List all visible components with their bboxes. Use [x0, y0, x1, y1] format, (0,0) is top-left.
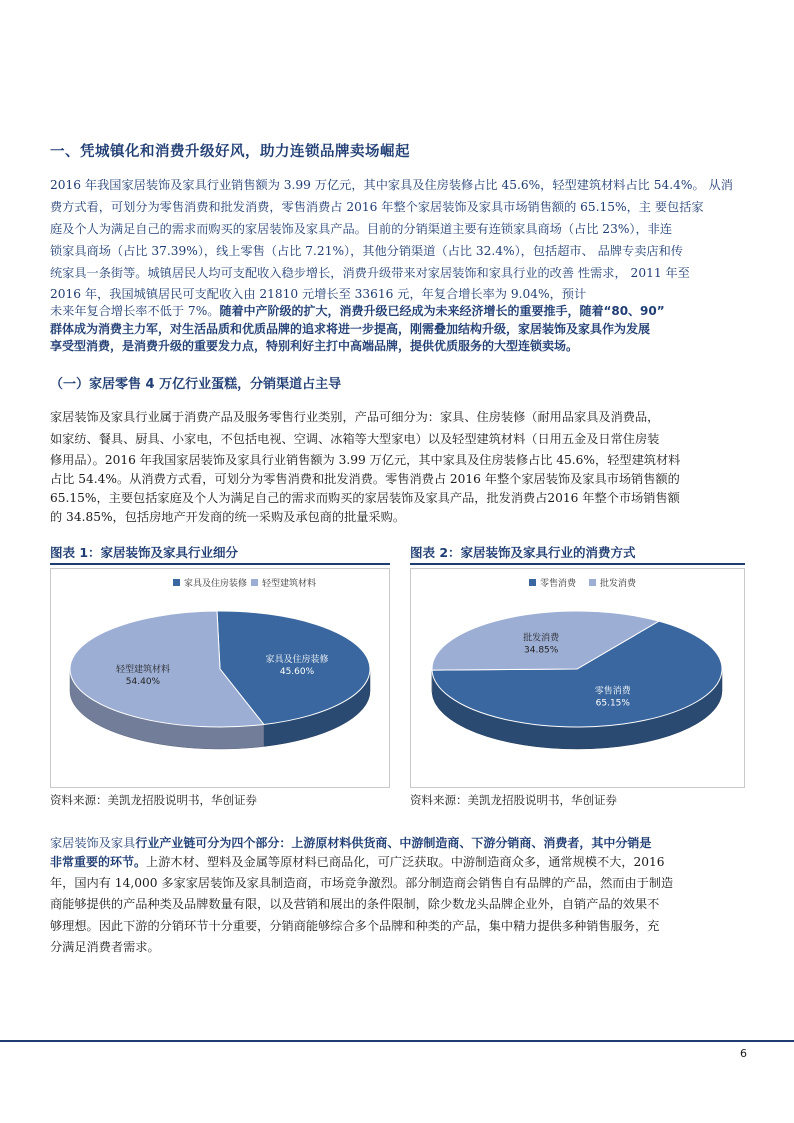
- pie1-legend-swatch-1: [251, 579, 258, 586]
- pie1-slice-value-1: 54.40%: [125, 676, 161, 687]
- pie2-slice-value-1: 34.85%: [524, 645, 559, 656]
- s2-line-3: 修用品）。2016 年我国家居装饰及家具行业销售额为 3.99 万亿元，其中家具及住房装修占比 45.6%，轻型建筑材料: [50, 453, 681, 467]
- s2-line-2: 如家纺、餐具、厨具、小家电，不包括电视、空调、冰箱等大型家电）以及轻型建筑材料（日用五金及日常住房装: [50, 432, 660, 446]
- s1-line-7-plain: 未来年复合增长率不低于 7%。: [50, 304, 220, 318]
- pie2-slice-category-0: 零售消费: [594, 686, 631, 697]
- s3-line-2-plain: 上游木材、塑料及金属等原材料已商品化，可广泛获取。中游制造商众多，通常规模不大，2016: [146, 855, 665, 869]
- pie1-slice-value-0: 45.60%: [279, 667, 315, 678]
- s3-line-1-plain: 家居装饰及家具: [50, 836, 136, 850]
- pie1-legend-label-1: 轻型建筑材料: [262, 579, 317, 589]
- s1-bold-line-1: 群体成为消费主力军，对生活品质和优质品牌的追求将进一步提高，刚需叠加结构升级，家居装饰及家具作为发展: [50, 322, 651, 336]
- s3-line-1: [50, 834, 651, 851]
- section-1-heading: 一、凭城镇化和消费升级好风，助力连锁品牌卖场崛起: [50, 144, 410, 160]
- figure-2-rule: [410, 563, 745, 565]
- s2-line-5: 65.15%，主要包括家庭及个人为满足自己的需求而购买的家居装饰及家具产品，批发消费占2016 年整个市场销售额: [50, 491, 680, 505]
- s3-line-6: 分满足消费者需求。: [50, 940, 160, 954]
- s3-line-3: 年，国内有 14,000 多家家居装饰及家具制造商，市场竞争激烈。部分制造商会销售自有品牌的产品，然而由于制造: [50, 876, 674, 890]
- pie2-legend-swatch-1: [589, 579, 596, 586]
- s3-line-2-bold: 非常重要的环节。: [50, 855, 147, 869]
- s2-line-6: 的 34.85%，包括房地产开发商的统一采购及承包商的批量采购。: [50, 510, 406, 524]
- s2-line-4: 占比 54.4%。从消费方式看，可划分为零售消费和批发消费。零售消费占 2016 年整个家居装饰及家具市场销售额的: [50, 472, 680, 486]
- section-2-heading: （一）家居零售 4 万亿行业蛋糕，分销渠道占主导: [50, 377, 342, 392]
- s1-bold-line-2: 享受型消费，是消费升级的重要发力点，特别利好主打中高端品牌，提供优质服务的大型连锁卖场。: [50, 339, 579, 353]
- s3-line-2: [50, 853, 665, 870]
- s1-line-2: 费方式看，可划分为零售消费和批发消费，零售消费占 2016 年整个家居装饰及家具市场销售额的 65.15%，主 要包括家: [50, 200, 704, 214]
- figure-1-source: 资料来源：美凯龙招股说明书，华创证券: [50, 793, 257, 807]
- pie1-legend-swatch-0: [173, 579, 180, 586]
- pie2-slice-category-1: 批发消费: [523, 633, 560, 644]
- s3-line-4: 商能够提供的产品种类及品牌数量有限，以及营销和展出的条件限制，除少数龙头品牌企业外，自销产品的效果不: [50, 897, 660, 911]
- figure-2-chart-box: [410, 568, 745, 788]
- pie2-legend-label-1: 批发消费: [600, 579, 637, 589]
- s2-line-1: 家居装饰及家具行业属于消费产品及服务零售行业类别，产品可细分为：家具、住房装修（耐用品家具及消费品，: [50, 410, 660, 424]
- s3-line-5: 够理想。因此下游的分销环节十分重要，分销商能够综合多个品牌和种类的产品，集中精力提供多种销售服务，充: [50, 919, 660, 933]
- pie2-legend-label-0: 零售消费: [540, 579, 577, 589]
- pie2-slice-value-0: 65.15%: [595, 698, 630, 709]
- s1-line-7: [50, 302, 665, 319]
- s3-line-1-bold: 行业产业链可分为四个部分：上游原材料供货商、中游制造商、下游分销商、消费者，其中分销是: [135, 836, 652, 850]
- s1-line-7-bold: 随着中产阶级的扩大，消费升级已经成为未来经济增长的重要推手，随着“80、90”: [219, 304, 665, 318]
- s1-line-6: 2016 年，我国城镇居民可支配收入由 21810 元增长至 33616 元，年复合增长率为 9.04%，预计: [50, 287, 587, 301]
- pie1-legend-label-0: 家具及住房装修: [184, 579, 248, 589]
- s1-line-5: 统家具一条街等。城镇居民人均可支配收入稳步增长，消费升级带来对家居装饰和家具行业的改善 性需求， 2011 年至: [50, 266, 690, 280]
- figure-1-pie-chart: [51, 569, 389, 787]
- s1-line-1: 2016 年我国家居装饰及家具行业销售额为 3.99 万亿元，其中家具及住房装修占比 45.6%，轻型建筑材料占比 54.4%。 从消: [50, 178, 733, 192]
- figure-1-chart-box: [50, 568, 390, 788]
- figure-2-title: 图表 2：家居装饰及家具行业的消费方式: [410, 545, 636, 560]
- figure-2-source: 资料来源：美凯龙招股说明书，华创证券: [410, 793, 617, 807]
- figure-2-pie-chart: [411, 569, 744, 787]
- page-number: 6: [740, 1047, 747, 1060]
- s1-line-3: 庭及个人为满足自己的需求而购买的家居装饰及家具产品。目前的分销渠道主要有连锁家具商场（占比 23%），非连: [50, 222, 673, 236]
- pie1-slice-category-1: 轻型建筑材料: [115, 664, 170, 675]
- figure-1-title: 图表 1：家居装饰及家具行业细分: [50, 545, 239, 560]
- pie1-slice-category-0: 家具及住房装修: [265, 655, 329, 666]
- pie2-legend-swatch-0: [529, 579, 536, 586]
- footer-rule: [0, 1040, 794, 1042]
- s1-line-4: 锁家具商场（占比 37.39%），线上零售（占比 7.21%），其他分销渠道（占比 32.4%），包括超市、 品牌专卖店和传: [50, 244, 683, 258]
- figure-1-rule: [50, 563, 390, 565]
